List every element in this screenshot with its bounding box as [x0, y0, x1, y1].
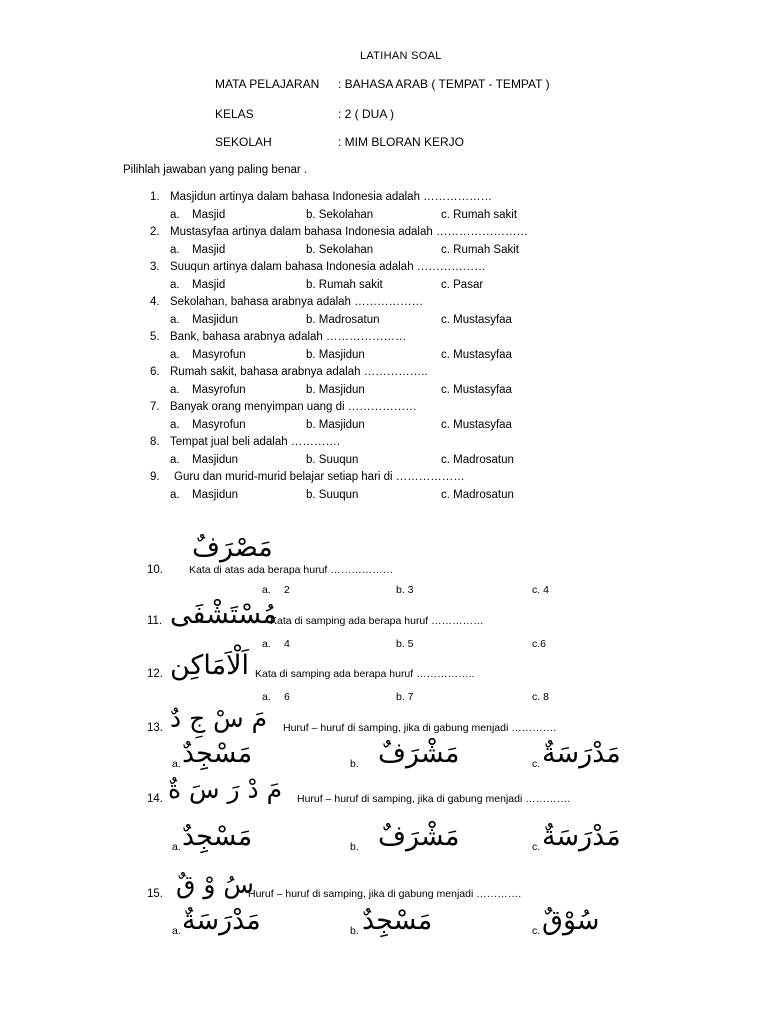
option-a-label: a.: [170, 279, 180, 291]
q14-option-a-label: a.: [172, 841, 181, 853]
option-a: Masyrofun: [192, 384, 246, 396]
q14-option-b-arabic: مَشْرَفٌ: [378, 821, 460, 852]
info-value-subject: : BAHASA ARAB ( TEMPAT - TEMPAT ): [338, 77, 550, 91]
option-b: b. Sekolahan: [306, 244, 374, 256]
q13-option-c-arabic: مَدْرَسَةٌ: [542, 738, 621, 769]
option-b: b. Suuqun: [306, 454, 359, 466]
option-c: c. Mustasyfaa: [441, 384, 512, 396]
info-label-class: KELAS: [215, 107, 254, 121]
question-number: 4.: [150, 296, 160, 308]
option-a-label: a.: [170, 384, 180, 396]
option-b: b. Masjidun: [306, 384, 365, 396]
question-text: Rumah sakit, bahasa arabnya adalah ……………..: [170, 366, 428, 378]
q10-text: Kata di atas ada berapa huruf ………………: [189, 564, 394, 576]
option-a-label: a.: [170, 314, 180, 326]
info-label-subject: MATA PELAJARAN: [215, 77, 320, 91]
info-label-school: SEKOLAH: [215, 135, 272, 149]
q14-arabic-letters: مَ دْ رَ سَ ةٌ: [168, 775, 283, 804]
option-a-label: a.: [170, 419, 180, 431]
option-c: c. Mustasyfaa: [441, 349, 512, 361]
q15-option-c-label: c.: [532, 925, 541, 937]
q15-option-c-arabic: سُوْقٌ: [542, 905, 600, 936]
q14-option-c-arabic: مَدْرَسَةٌ: [542, 821, 621, 852]
q10-option-b: b. 3: [396, 584, 414, 596]
question-text: Suuqun artinya dalam bahasa Indonesia adalah ………………: [170, 261, 486, 273]
question-number: 3.: [150, 261, 160, 273]
q11-text: Kata di samping ada berapa huruf ……………: [270, 615, 484, 627]
q15-arabic-letters: سُ وْ قٌ: [176, 870, 254, 899]
option-b: b. Rumah sakit: [306, 279, 383, 291]
q13-option-b-arabic: مَشْرَفٌ: [378, 738, 460, 769]
q12-text: Kata di samping ada berapa huruf ……………..: [255, 668, 475, 680]
question-number: 7.: [150, 401, 160, 413]
option-c: c. Madrosatun: [441, 489, 514, 501]
q15-option-b-arabic: مَسْجِدٌ: [362, 905, 433, 936]
question-number: 1.: [150, 191, 160, 203]
q12-arabic-word: اَلْاَمَاكِن: [170, 650, 249, 681]
q11-number: 11.: [147, 615, 163, 627]
option-c: c. Rumah sakit: [441, 209, 518, 221]
q10-option-a: 2: [284, 584, 290, 596]
page-title: LATIHAN SOAL: [360, 50, 442, 62]
question-number: 5.: [150, 331, 160, 343]
q13-arabic-letters: مَ سْ جِ دٌ: [170, 704, 268, 733]
q13-number: 13.: [147, 722, 163, 734]
option-a-label: a.: [170, 349, 180, 361]
q11-option-a-label: a.: [262, 638, 271, 650]
info-value-school: : MIM BLORAN KERJO: [338, 135, 465, 149]
q10-option-c: c. 4: [532, 584, 549, 596]
q15-text: Huruf – huruf di samping, jika di gabung menjadi ………….: [248, 888, 522, 900]
q10-arabic-word: مَصْرَفٌ: [192, 532, 273, 563]
option-a: Masjid: [192, 209, 226, 221]
q13-option-a-arabic: مَسْجِدٌ: [182, 738, 253, 769]
q15-option-a-label: a.: [172, 925, 181, 937]
option-a-label: a.: [170, 489, 180, 501]
question-text: Tempat jual beli adalah ………….: [170, 436, 341, 448]
q13-text: Huruf – huruf di samping, jika di gabung menjadi ………….: [283, 722, 557, 734]
q11-option-c: c.6: [532, 638, 547, 650]
option-b: b. Masjidun: [306, 349, 365, 361]
info-value-class: : 2 ( DUA ): [338, 107, 395, 121]
option-b: b. Masjidun: [306, 419, 365, 431]
question-number: 9.: [150, 471, 160, 483]
q11-option-a: 4: [284, 638, 290, 650]
option-a-label: a.: [170, 244, 180, 256]
q12-option-a-label: a.: [262, 691, 271, 703]
option-a: Masjidun: [192, 314, 239, 326]
q14-option-b-label: b.: [350, 841, 359, 853]
option-a: Masjid: [192, 279, 226, 291]
option-b: b. Sekolahan: [306, 209, 374, 221]
option-a: Masyrofun: [192, 419, 246, 431]
q15-option-b-label: b.: [350, 925, 359, 937]
option-c: c. Rumah Sakit: [441, 244, 519, 256]
q11-arabic-word: مُسْتَشْفَى: [170, 599, 277, 630]
question-text: Bank, bahasa arabnya adalah …………………: [170, 331, 407, 343]
q15-number: 15.: [147, 888, 163, 900]
option-c: c. Mustasyfaa: [441, 419, 512, 431]
option-c: c. Pasar: [441, 279, 484, 291]
q14-option-c-label: c.: [532, 841, 541, 853]
q14-number: 14.: [147, 793, 163, 805]
question-text: Sekolahan, bahasa arabnya adalah ………………: [170, 296, 424, 308]
question-number: 8.: [150, 436, 160, 448]
option-a: Masyrofun: [192, 349, 246, 361]
q12-option-b: b. 7: [396, 691, 414, 703]
q11-option-b: b. 5: [396, 638, 414, 650]
q10-option-a-label: a.: [262, 584, 271, 596]
option-a: Masjid: [192, 244, 226, 256]
option-b: b. Madrosatun: [306, 314, 380, 326]
option-a-label: a.: [170, 454, 180, 466]
q12-number: 12.: [147, 668, 163, 680]
q15-option-a-arabic: مَدْرَسَةٌ: [182, 905, 261, 936]
question-number: 2.: [150, 226, 160, 238]
option-a: Masjidun: [192, 489, 239, 501]
question-text: Banyak orang menyimpan uang di ………………: [170, 401, 417, 413]
q13-option-b-label: b.: [350, 758, 359, 770]
question-text: Mustasyfaa artinya dalam bahasa Indonesia adalah ……………………: [170, 226, 528, 238]
q14-option-a-arabic: مَسْجِدٌ: [182, 821, 253, 852]
option-c: c. Madrosatun: [441, 454, 514, 466]
option-b: b. Suuqun: [306, 489, 359, 501]
option-a-label: a.: [170, 209, 180, 221]
q14-text: Huruf – huruf di samping, jika di gabung menjadi ………….: [297, 793, 571, 805]
q13-option-c-label: c.: [532, 758, 541, 770]
question-number: 6.: [150, 366, 160, 378]
question-text: Masjidun artinya dalam bahasa Indonesia adalah ………………: [170, 191, 493, 203]
instruction: Pilihlah jawaban yang paling benar .: [123, 164, 308, 176]
q12-option-a: 6: [284, 691, 290, 703]
option-c: c. Mustasyfaa: [441, 314, 512, 326]
q13-option-a-label: a.: [172, 758, 181, 770]
question-text: Guru dan murid-murid belajar setiap hari di ………………: [174, 471, 465, 483]
q10-number: 10.: [147, 564, 163, 576]
q12-option-c: c. 8: [532, 691, 549, 703]
option-a: Masjidun: [192, 454, 239, 466]
